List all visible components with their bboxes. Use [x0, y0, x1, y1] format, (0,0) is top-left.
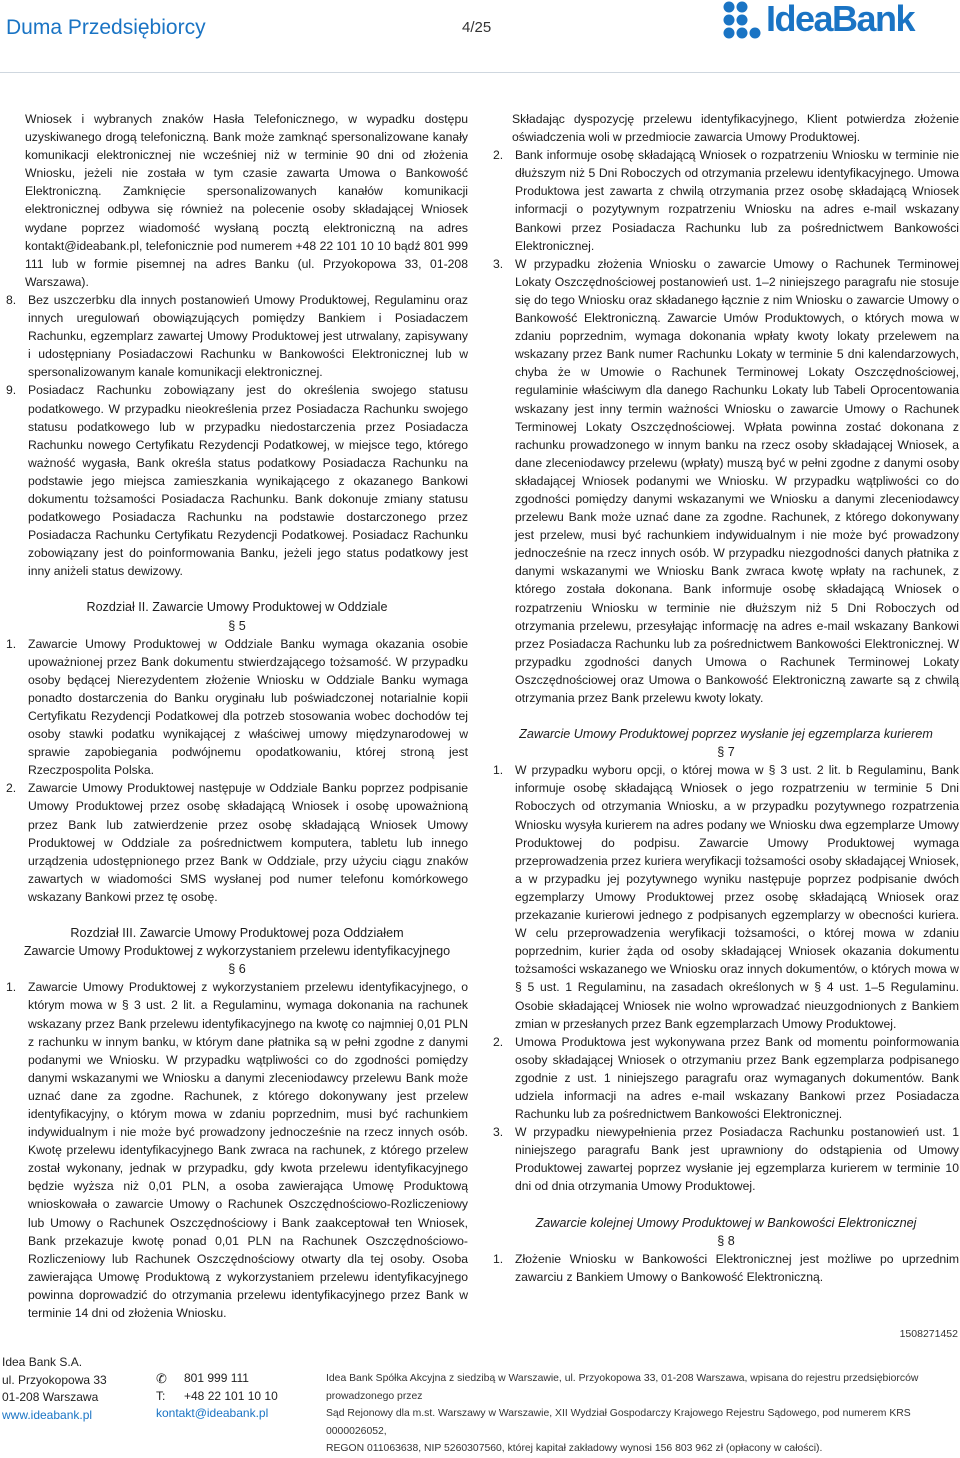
item-text: W przypadku wyboru opcji, o której mowa w § 3 ust. 2 lit. b Regulaminu, Bank informuje osobę składającą Wniosek o jego rozpatrzeniu w terminie 5 Dni Roboczych od otrzymania Wniosku, a w przypadku pozytywnego rozpatrzenia Wniosku wysyła kurierem na adres podany we Wniosku dwa egzemplarze Umowy Produktowej do podpisu. Zawarcie Umowy Produktowej wymaga przeprowadzenia przez kuriera weryfikacji tożsamości osoby składającej Wniosek, a w przypadku jej pozytywnego wyniku następuje poprzez podpisanie dwóch egzemplarzy Umowy Produktowej przez osobę składającą Wniosek oraz przekazanie kurierowi jednego z podpisanych egzemplarzy w obecności kuriera. W celu przeprowadzenia weryfikacji tożsamości, o której mowa w zdaniu poprzednim, kurier żąda od osoby składającej Wniosek okazania dokumentu tożsamości wskazanego we Wniosku oraz innych dokumentów, o których mowa w § 5 ust. 1 Regulaminu, na zasadach określonych w § 4 ust. 1–5 Regulaminu. Osobie składającej Wniosek nie wolno wprowadzać nieuzgodnionych z Bankiem zmian w przesłanych przez Bank egzemplarzach Umowy Produktowej.: [515, 763, 959, 1031]
phone-number: 801 999 111: [184, 1371, 249, 1385]
list-item: [6, 779, 468, 906]
item-number: 3.: [493, 1125, 504, 1140]
list-item: [6, 381, 468, 580]
section-heading: Zawarcie Umowy Produktowej z wykorzystaniem przelewu identyfikacyjnego: [23, 944, 451, 959]
website-link[interactable]: www.ideabank.pl: [2, 1407, 93, 1422]
list-item: [493, 1250, 959, 1286]
item-text: Zawarcie Umowy Produktowej następuje w Oddziale Banku poprzez podpisanie Umowy Produktowej przez osobę składającą Wniosek i osobę upoważnioną przez Bank lub zatwierdzenie przez osobę składającą Wniosek Umowy Produktowej w Oddziale za pośrednictwem komputera, tabletu lub innego urządzenia udostępnionego przez Bank w Oddziale, przy użyciu ciągu znaków zawartych w wiadomości SMS wysłanej pod numer telefonu komórkowego wskazany Bankowi przez tę osobę.: [28, 781, 468, 904]
logo-dots-icon: [722, 0, 762, 40]
item-text: Umowa Produktowa jest wykonywana przez Bank od momentu poinformowania osoby składającej Wniosek o otrzymaniu przez Bank egzemplarza podpisanego zgodnie z ust. 1 niniejszego paragrafu oraz wymaganych dokumentów. Bank udziela informacji na adres e-mail wskazany Bankowi przez Posiadacza Rachunku lub za pośrednictwem Bankowości Elektronicznej.: [515, 1034, 959, 1122]
item-number: 2.: [493, 148, 504, 163]
page-number: 4/25: [462, 19, 492, 36]
section-number: § 8: [717, 1233, 735, 1248]
contact-info: [156, 1370, 278, 1423]
header-divider: [0, 72, 960, 73]
chapter-heading: Rozdział III. Zawarcie Umowy Produktowej poza Oddziałem: [70, 926, 404, 941]
document-reference: 1508271452: [899, 1328, 958, 1340]
item-text: W przypadku złożenia Wniosku o zawarcie Umowy o Rachunek Terminowej Lokaty Oszczędnościowej postanowień ust. 1–2 niniejszego paragrafu nie stosuje się do tego Wniosku oraz składanego łącznie z nim Wniosku o zawarcie Umowy o Bankowość Elektroniczną. Zawarcie Umów Produktowych, o których mowa w zdaniu poprzednim, wymaga dokonania wpłaty kwoty lokaty przelewem na wskazany przez Bank numer Rachunku Lokaty w terminie 5 dni kalendarzowych, chyba że w Umowie o Rachunek Terminowej Lokaty Oszczędnościowej, regulaminie właściwym dla danego Rachunku Lokaty lub Tabeli Oprocentowania wskazany jest inny termin ważności Wniosku o zawarcie Umowy o Rachunek Terminowej Lokaty Oszczędnościowej. Wpłata powinna zostać dokonana z rachunku prowadzonego w innym banku na rzecz osoby składającej Wniosek, a dane zleceniodawcy przelewu (wpłaty) muszą być w pełni zgodne z danymi osoby składającej Wniosek podanymi we Wniosku. W przypadku wątpliwości co do zgodności pomiędzy danymi wskazanymi we Wniosku a danymi zleceniodawcy przelewu Bank może uznać dane za zgodne. Rachunek, z którego dokonywany jest przelew, musi być rachunkiem indywidualnym i nie może być prowadzony jednocześnie na rzecz innych osób. W przypadku niezgodności danych płatnika z danymi wskazanymi we Wniosku Bank zwraca kwotę wpłaty na rachunek, z którego została dokonana. Bank informuje osobę składającą Wniosek o rozpatrzeniu Wniosku w terminie nie dłuższym niż 5 Dni Roboczych od otrzymania przelewu, przesyłając informację na adres e-mail wskazany Bankowi przez Posiadacza Rachunku lub za pośrednictwem Bankowości Elektronicznej. W przypadku zgodności danych Umowa o Rachunek Terminowej Lokaty Oszczędnościowej oraz Umowa o Bankowość Elektroniczną zawarte są z chwilą otrzymania przez Bank przelewu kwoty lokaty.: [515, 256, 959, 705]
item-number: 8.: [6, 292, 17, 307]
right-column: [493, 110, 959, 1286]
left-column: [6, 110, 468, 1322]
section-number: § 5: [228, 618, 246, 633]
paragraph: Wniosek i wybranych znaków Hasła Telefonicznego, w wypadku dostępu uzyskiwanego drogą telefoniczną. Bank może zamknąć spersonalizowane kanały komunikacji elektronicznej nie wcześniej niż w terminie 90 dni od złożenia Wniosku, jeżeli nie została w tym czasie zawarta Umowa o Bankowość Elektroniczną. Zamknięcie spersonalizowanych kanałów komunikacji elektronicznej odbywa się również na polecenie osoby składającej Wniosek wydane poprzez wiadomość wysłaną pocztą elektroniczną na adres kontakt@ideabank.pl, telefonicznie pod numerem +48 22 101 10 10 bądź 801 999 111 lub w formie pisemnej na adres Banku (ul. Przyokopowa 33, 01-208 Warszawa).: [25, 112, 468, 289]
item-number: 1.: [6, 980, 17, 995]
tel-label: T:: [156, 1388, 166, 1403]
item-number: 2.: [493, 1034, 504, 1049]
item-text: W przypadku niewypełnienia przez Posiadacza Rachunku postanowień ust. 1 niniejszego paragrafu Bank jest uprawniony do odstąpienia od Umowy Produktowej zawartej poprzez wysłanie jej egzemplarza kurierem w terminie 10 dni od dnia otrzymania Umowy Produktowej.: [515, 1125, 959, 1194]
item-number: 1.: [493, 1251, 504, 1266]
section-number: § 6: [228, 962, 246, 977]
chapter-heading: Rozdział II. Zawarcie Umowy Produktowej w Oddziale: [86, 600, 388, 615]
item-text: Zawarcie Umowy Produktowej z wykorzystaniem przelewu identyfikacyjnego, o którym mowa w § 3 ust. 2 lit. a Regulaminu, wymaga dokonania na rachunek wskazany przez Bank przelewu identyfikacyjnego na kwotę co najmniej 0,01 PLN z rachunku w innym banku, w którym dane płatnika są w pełni zgodne z danymi podanymi we Wniosku. W przypadku wątpliwości co do zgodności pomiędzy danymi wskazanymi we Wniosku a danymi zleceniodawcy przelewu Bank może uznać dane za zgodne. Rachunek, z którego dokonywany jest przelew identyfikacyjny, o którym mowa w zdaniu poprzednim, musi być rachunkiem indywidualnym i nie może być prowadzony jednocześnie na rzecz innych osób. Kwotę przelewu identyfikacyjnego Bank zwraca na rachunek, z którego przelew został wykonany, jednak w przypadku, gdy kwota przelewu identyfikacyjnego będzie wyższa niż 0,01 PLN, a osoba zawierająca Umowę Produktową wnioskowała o zawarcie Umowy o Rachunek Oszczędnościowo-Rozliczeniowy lub Umowy o Rachunek Oszczędnościowy i Bank zaakceptował ten Wniosek, Bank przekazuje kwotę ponad 0,01 PLN na Rachunek Oszczędnościowo-Rozliczeniowy lub Rachunek Oszczędnościowy otwarty dla tej osoby. Osoba zawierająca Umowę Produktową z wykorzystaniem przelewu identyfikacyjnego powinna doprowadzić do otrzymania przelewu identyfikacyjnego przez Bank w terminie 14 dni od złożenia Wniosku.: [28, 980, 468, 1320]
bank-name: Idea Bank S.A.: [2, 1355, 83, 1369]
item-text: Bez uszczerbku dla innych postanowień Umowy Produktowej, Regulaminu oraz innych uregulowań obowiązujących pomiędzy Bankiem i Posiadaczem Rachunku, egzemplarz zawartej Umowy Produktowej jest utrwalany, zapisywany i udostępniany Posiadaczowi Rachunku w Bankowości Elektronicznej lub w spersonalizowanym kanale komunikacji elektronicznej.: [28, 292, 468, 380]
item-number: 1.: [6, 636, 17, 651]
list-item: [6, 635, 468, 780]
section-heading: Zawarcie Umowy Produktowej poprzez wysłanie jej egzemplarza kurierem: [519, 727, 933, 742]
item-number: 3.: [493, 256, 504, 271]
logo-text: IdeaBank: [766, 0, 915, 39]
item-text: Złożenie Wniosku w Bankowości Elektronicznej jest możliwe po uprzednim zawarciu z Bankiem Umowy o Bankowość Elektroniczną.: [515, 1251, 959, 1284]
list-item: [6, 978, 468, 1322]
item-number: 2.: [6, 781, 17, 796]
item-number: 1.: [493, 763, 504, 778]
legal-line: Sąd Rejonowy dla m.st. Warszawy w Warszawie, XII Wydział Gospodarczy Krajowego Rejestru Sądowego, pod numerem KRS 0000026052,: [326, 1408, 911, 1437]
list-item: [493, 1123, 959, 1195]
list-item: [493, 761, 959, 1032]
email-link[interactable]: kontakt@ideabank.pl: [156, 1406, 269, 1421]
street: ul. Przyokopowa 33: [2, 1372, 107, 1387]
item-number: 9.: [6, 383, 17, 398]
idea-bank-logo: [722, 0, 960, 40]
section-number: § 7: [717, 745, 735, 760]
phone-number: +48 22 101 10 10: [184, 1388, 278, 1403]
item-text: Bank informuje osobę składającą Wniosek o rozpatrzeniu Wniosku w terminie nie dłuższym niż 5 Dni Roboczych od otrzymania przelewu identyfikacyjnego. Umowa Produktowa jest zawarta z chwilą otrzymania przez osobę składającą Wniosek informacji o pozytywnym rozpatrzeniu Wniosku na adres e-mail wskazany Bankowi przez Posiadacza Rachunku lub za pośrednictwem Bankowości Elektronicznej.: [515, 148, 959, 253]
item-text: Zawarcie Umowy Produktowej w Oddziale Banku wymaga okazania osobie upoważnionej przez Bank dokumentu stwierdzającego tożsamość. W przypadku osoby będącej Nierezydentem złożenie Wniosku w Oddziale Banku wymaga ponadto dostarczenia do Banku oryginału lub poświadczonej notarialnie kopii Certyfikatu Rezydencji Podatkowej dla potrzeb stosowania wobec dochodów tej osoby stawki podatku wynikającej z właściwej umowy międzynarodowej w sprawie zapobiegania podwójnemu opodatkowaniu, której stroną jest Rzeczpospolita Polska.: [28, 636, 468, 778]
paragraph: Składając dyspozycję przelewu identyfikacyjnego, Klient potwierdza złożenie oświadczenia woli w przedmiocie zawarcia Umowy Produktowej.: [512, 112, 959, 145]
phone-icon: ✆: [156, 1371, 167, 1386]
section-heading: Zawarcie kolejnej Umowy Produktowej w Bankowości Elektronicznej: [535, 1215, 917, 1230]
legal-line: Idea Bank Spółka Akcyjna z siedzibą w Warszawie, ul. Przyokopowa 33, 01-208 Warszawa, wpisana do rejestru przedsiębiorców prowadzonego przez: [326, 1373, 919, 1402]
city: 01-208 Warszawa: [2, 1390, 99, 1405]
page-footer: [0, 1350, 960, 1455]
item-text: Posiadacz Rachunku zobowiązany jest do określenia swojego statusu podatkowego. W przypadku nieokreślenia przez Posiadacza Rachunku swojego statusu podatkowego lub w przypadku niedostarczenia przez Posiadacza Rachunku nowego Certyfikatu Rezydencji Podatkowej, w miejsce tego, którego ważność wygasła, Bank określa status podatkowy Posiadacza Rachunku na podstawie jego miejsca zamieszkania wynikającego z okazanego Bankowi dokumentu tożsamości Posiadacza Rachunku. Bank dokonuje zmiany statusu podatkowego Posiadacza Rachunku na podstawie dostarczonego przez Posiadacza Rachunku Certyfikatu Rezydencji Podatkowej. Posiadacz Rachunku zobowiązany jest do poinformowania Banku, jeżeli jego status podatkowy jest inny aniżeli status dewizowy.: [28, 383, 468, 579]
page-header: [0, 0, 960, 62]
legal-notice: [326, 1370, 960, 1458]
list-item: [493, 146, 959, 255]
legal-line: REGON 011063638, NIP 5260307560, której kapitał zakładowy wynosi 156 803 962 zł (opłacony w całości).: [326, 1443, 823, 1455]
list-item: [493, 1033, 959, 1123]
bank-address: [2, 1354, 107, 1424]
list-item: [493, 255, 959, 707]
list-item: [6, 291, 468, 381]
document-title: Duma Przedsiębiorcy: [6, 16, 206, 39]
